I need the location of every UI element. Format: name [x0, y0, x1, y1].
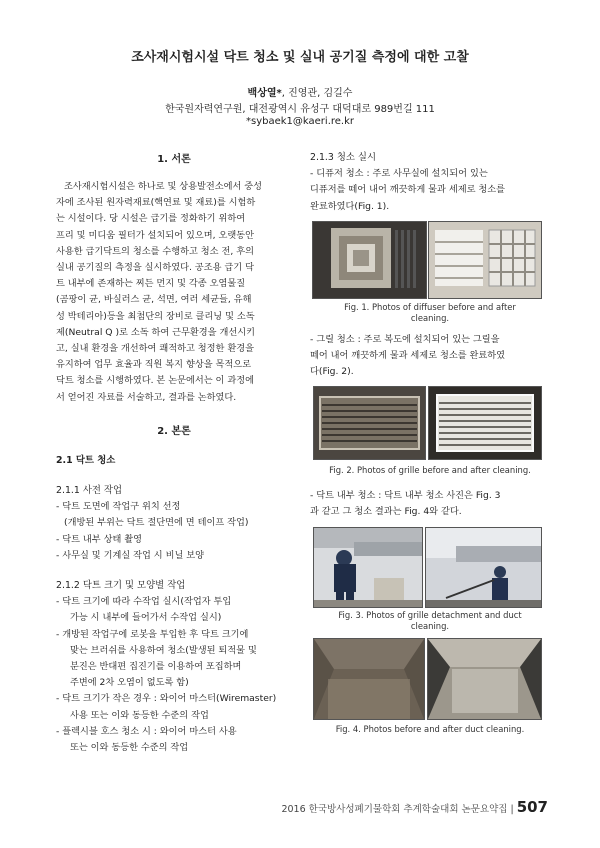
intro-line: 성 박테리아)등을 최첨단의 장비로 클리닝 및 소독	[56, 310, 255, 322]
fig3-photo-right	[425, 527, 542, 608]
fig3-caption-line: cleaning.	[410, 620, 450, 631]
section-2-1-1-heading: 2.1.1 사전 작업	[56, 485, 123, 497]
list-item: 맞는 브러쉬를 사용하여 청소(발생된 퇴적물 및	[70, 644, 257, 656]
grille-line: 떼어 내어 깨끗하게 물과 세제로 청소를 완료하였	[310, 350, 506, 362]
list-item: 주변에 2차 오염이 없도록 함)	[70, 677, 189, 689]
intro-heading: 1. 서론	[157, 154, 191, 165]
right-block-1	[310, 150, 550, 215]
fig1-caption-line: cleaning.	[410, 312, 450, 323]
fig4-caption	[310, 724, 550, 735]
fig2-caption	[310, 465, 550, 476]
list-item: - 닥트 내부 상태 촬영	[56, 533, 142, 545]
list-item: 가능 시 내부에 들어가서 수작업 실시)	[70, 612, 222, 624]
fig2-photo-after	[428, 386, 542, 460]
section-2-1-heading: 2.1 닥트 청소	[56, 454, 116, 466]
fig1-caption-line: Fig. 1. Photos of diffuser before and after	[344, 302, 516, 312]
list-item: 또는 이와 동등한 수준의 작업	[70, 742, 189, 754]
diffuser-line: 디퓨저를 떼어 내어 깨끗하게 물과 세제로 청소를	[310, 184, 506, 196]
fig1-photo-before	[312, 221, 427, 299]
grille-line: - 그릴 청소 : 주로 복도에 설치되어 있는 그릴을	[310, 334, 500, 345]
fig1-photo-after	[428, 221, 542, 299]
email: *sybaek1@kaeri.re.kr	[246, 116, 354, 127]
section-2-1-3-heading: 2.1.3 청소 실시	[310, 152, 377, 163]
intro-line: 프리 및 미디움 필터가 설치되어 있으며, 오랫동안	[56, 229, 254, 241]
intro-line: 실내 공기질의 측정을 실시하였다. 공조용 급기 닥	[56, 262, 254, 274]
duct-line: 과 같고 그 청소 결과는 Fig. 4와 같다.	[310, 506, 462, 518]
intro-paragraph	[56, 179, 292, 406]
footer-text: 2016 한국방사성폐기물학회 추계학술대회 논문요약집 |	[281, 804, 514, 815]
fig4-caption-line: Fig. 4. Photos before and after duct cleaning.	[335, 724, 525, 734]
section-2-1-2-heading: 2.1.2 닥트 크기 및 모양별 작업	[56, 580, 186, 592]
intro-line: (곰팡이 균, 바실러스 균, 석면, 여러 세균들, 유해	[56, 294, 252, 306]
page-number: 507	[516, 798, 548, 816]
diffuser-line: 완료하였다(Fig. 1).	[310, 200, 390, 212]
list-item: 사용 또는 이와 동등한 수준의 작업	[70, 709, 209, 721]
fig1-caption	[310, 302, 550, 323]
page-footer	[281, 798, 548, 816]
intro-line: 는 시설이다. 당 시설은 급기를 정화하기 위하여	[56, 213, 246, 225]
fig4-photo-before	[313, 638, 425, 720]
fig2-caption-line: Fig. 2. Photos of grille before and after cleaning.	[329, 465, 531, 475]
list-item: - 닥트 도면에 작업구 위치 선정	[56, 501, 181, 513]
intro-line: 서 얻어진 자료를 서술하고, 결과를 논하였다.	[56, 391, 237, 403]
author-line	[0, 84, 600, 99]
left-column	[56, 150, 292, 756]
intro-line: 조사재시험시설은 하나로 및 상용발전소에서 중성	[64, 181, 263, 192]
list-item: - 닥트 크기가 작은 경우 : 와이어 마스터(Wiremaster)	[56, 693, 277, 705]
intro-line: 자에 조사된 원자력재료(핵연료 및 재료)를 시험하	[56, 197, 256, 209]
intro-line: 닥트 청소를 시행하였다. 본 논문에서는 이 과정에	[56, 375, 254, 387]
intro-line: 사용한 급기닥트의 청소를 수행하고 청소 전, 후의	[56, 245, 254, 257]
fig3-caption-line: Fig. 3. Photos of grille detachment and duct	[338, 610, 522, 620]
list-item: - 플렉시블 호스 청소 시 : 와이어 마스터 사용	[56, 725, 237, 737]
right-block-3	[310, 488, 550, 520]
right-block-2	[310, 332, 550, 381]
paper-title: 조사재시험시설 닥트 청소 및 실내 공기질 측정에 대한 고찰	[131, 50, 469, 65]
diffuser-line: - 디퓨저 청소 : 주로 사무실에 설치되어 있는	[310, 168, 488, 180]
fig4-photo-after	[427, 638, 542, 720]
intro-line: 유지하여 업무 효율과 직원 복지 향상을 목적으로	[56, 359, 252, 371]
fig3-photo-left	[313, 527, 423, 608]
list-item: (개방된 부위는 닥트 절단면에 면 테이프 작업)	[64, 517, 249, 529]
intro-line: 고, 실내 환경을 개선하여 쾌적하고 청정한 환경을	[56, 343, 254, 355]
grille-line: 다(Fig. 2).	[310, 366, 354, 378]
list-item: 분진은 반대편 집진기를 이용하여 포집하며	[70, 661, 242, 673]
affiliation: 한국원자력연구원, 대전광역시 유성구 대덕대로 989번길 111	[165, 104, 435, 115]
intro-line: 트 내부에 존재하는 찌든 먼지 및 각종 오염물질	[56, 278, 246, 290]
fig2-photo-before	[313, 386, 426, 460]
list-item: - 사무실 및 기계실 작업 시 비닐 보양	[56, 549, 205, 561]
co-authors: , 진영관, 김길수	[281, 88, 353, 99]
fig3-caption	[310, 610, 550, 631]
list-item: - 닥트 크기에 따라 수작업 실시(작업자 투입	[56, 596, 232, 608]
lead-author: 백상열*	[247, 88, 282, 99]
list-item: - 개방된 작업구에 로봇을 투입한 후 닥트 크기에	[56, 628, 249, 640]
duct-line: - 닥트 내부 청소 : 닥트 내부 청소 사진은 Fig. 3	[310, 490, 501, 501]
intro-line: 제(Neutral Q )로 소독 하여 근무환경을 개선시키	[56, 326, 255, 338]
body-heading: 2. 본론	[157, 425, 191, 437]
